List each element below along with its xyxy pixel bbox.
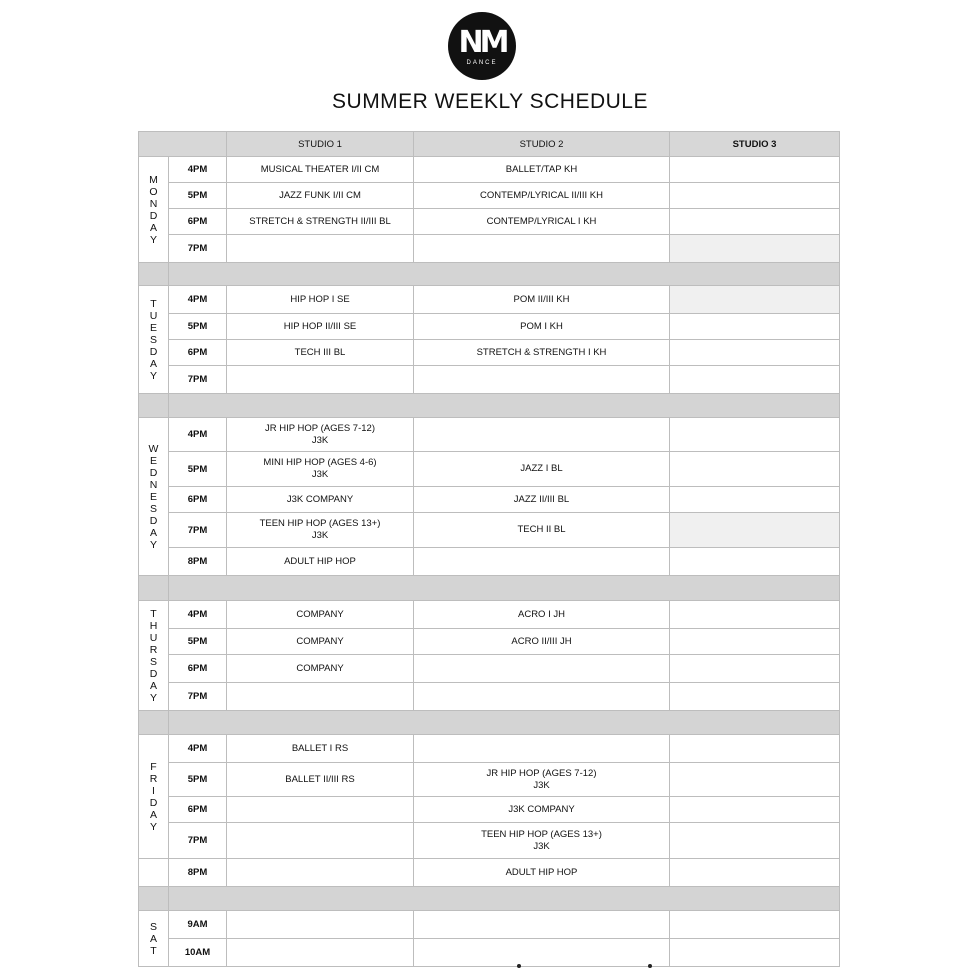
class-instructor: J3K: [533, 840, 550, 852]
class-name: POM II/III KH: [513, 293, 570, 305]
class-name: MUSICAL THEATER I/II CM: [260, 163, 380, 175]
class-name: COMPANY: [296, 635, 344, 647]
separator-bar: [169, 887, 840, 911]
studio-2-cell: [414, 452, 670, 487]
studio-3-cell: [670, 487, 840, 513]
day-letter: D: [149, 345, 158, 358]
day-letters: [139, 298, 168, 382]
class-name: ACRO I JH: [518, 608, 565, 620]
schedule-row: [139, 735, 840, 763]
studio-1-cell: [227, 340, 414, 366]
class-name: BALLET I RS: [291, 742, 349, 754]
studio-2-cell: [414, 859, 670, 887]
studio-1-cell: [227, 601, 414, 629]
time-cell: 5PM: [169, 183, 227, 209]
class-name: HIP HOP II/III SE: [283, 320, 357, 332]
studio-3-cell: [670, 314, 840, 340]
schedule-row: [139, 157, 840, 183]
studio-3-cell: [670, 183, 840, 209]
studio-1-cell: [227, 763, 414, 797]
studio-1-cell: [227, 183, 414, 209]
separator-bar: [169, 394, 840, 418]
class-name: J3K COMPANY: [286, 493, 354, 505]
separator-bar: [169, 263, 840, 286]
time-cell: 5PM: [169, 763, 227, 797]
day-letter: S: [149, 655, 157, 668]
studio-3-cell: [670, 513, 840, 548]
schedule-row: [139, 797, 840, 823]
studio-1-cell: [227, 487, 414, 513]
day-letters: [139, 608, 168, 704]
studio-1-cell: [227, 235, 414, 263]
day-letters: [139, 921, 168, 957]
studio-1-cell: [227, 157, 414, 183]
day-letter: D: [149, 667, 158, 680]
studio-2-cell: [414, 183, 670, 209]
schedule-row: [139, 823, 840, 859]
studio-2-cell: [414, 797, 670, 823]
schedule-row: [139, 655, 840, 683]
day-letter: Y: [149, 691, 157, 704]
day-letter: R: [149, 772, 158, 785]
separator-blank: [139, 711, 169, 735]
studio-1-cell: [227, 655, 414, 683]
time-cell: 7PM: [169, 683, 227, 711]
studio-2-cell: [414, 235, 670, 263]
class-instructor: J3K: [311, 469, 329, 480]
time-cell: 4PM: [169, 418, 227, 452]
time-cell: 4PM: [169, 157, 227, 183]
studio-1-cell: [227, 939, 414, 967]
studio-3-cell: [670, 823, 840, 859]
day-letter: D: [149, 514, 158, 527]
class-name: TEEN HIP HOP (AGES 13+): [259, 518, 381, 529]
time-cell: 7PM: [169, 823, 227, 859]
studio-2-cell: [414, 911, 670, 939]
class-name: BALLET/TAP KH: [505, 163, 578, 175]
schedule-row: [139, 911, 840, 939]
day-letter: U: [149, 631, 158, 644]
day-letter: Y: [149, 369, 157, 382]
day-label-thursday: [139, 601, 169, 711]
day-letter: A: [149, 221, 157, 234]
schedule-row: [139, 601, 840, 629]
schedule-row: [139, 487, 840, 513]
studio-3-cell: [670, 418, 840, 452]
class-instructor: J3K: [533, 779, 550, 791]
studio-3-cell: [670, 683, 840, 711]
studio-3-cell: [670, 797, 840, 823]
studio-3-cell: [670, 548, 840, 576]
day-letter: A: [149, 932, 157, 945]
separator-blank: [139, 263, 169, 286]
class-name: ADULT HIP HOP: [284, 555, 356, 567]
class-name: J3K COMPANY: [508, 803, 575, 815]
studio-3-cell: [670, 763, 840, 797]
day-letter: A: [149, 526, 157, 539]
schedule-row: [139, 452, 840, 487]
day-separator: [139, 394, 840, 418]
studio-3-cell: [670, 939, 840, 967]
time-cell: 5PM: [169, 629, 227, 655]
studio-2-cell: [414, 629, 670, 655]
studio-2-cell: [414, 939, 670, 967]
time-cell: 7PM: [169, 513, 227, 548]
schedule-row: [139, 209, 840, 235]
day-letter: E: [149, 454, 157, 467]
schedule-row: [139, 418, 840, 452]
header-studio-3: STUDIO 3: [670, 132, 840, 157]
day-letter: R: [149, 643, 158, 656]
time-cell: 8PM: [169, 548, 227, 576]
class-name: JAZZ II/III BL: [513, 493, 570, 505]
studio-2-cell: [414, 418, 670, 452]
logo: [448, 12, 516, 80]
page-title: SUMMER WEEKLY SCHEDULE: [332, 90, 648, 113]
day-letter: N: [149, 197, 158, 210]
day-letter: S: [149, 502, 157, 515]
time-cell: 7PM: [169, 235, 227, 263]
day-letter: D: [149, 466, 158, 479]
studio-3-cell: [670, 366, 840, 394]
day-separator: [139, 887, 840, 911]
studio-2-cell: [414, 286, 670, 314]
studio-2-cell: [414, 601, 670, 629]
separator-blank: [139, 576, 169, 601]
day-letter: H: [149, 619, 158, 632]
schedule-row: [139, 763, 840, 797]
time-cell: 4PM: [169, 735, 227, 763]
studio-2-cell: [414, 314, 670, 340]
class-name: STRETCH & STRENGTH II/III BL: [249, 215, 391, 227]
schedule-row: [139, 548, 840, 576]
time-cell: 10AM: [169, 939, 227, 967]
schedule-row: [139, 939, 840, 967]
studio-1-cell: [227, 683, 414, 711]
studio-1-cell: [227, 629, 414, 655]
studio-1-cell: [227, 418, 414, 452]
header-row: [139, 132, 840, 157]
schedule-row: [139, 340, 840, 366]
class-name: COMPANY: [296, 662, 344, 674]
time-cell: 8PM: [169, 859, 227, 887]
time-cell: 6PM: [169, 797, 227, 823]
logo-subtitle: DANCE: [466, 59, 498, 66]
logo-mark: NM: [458, 24, 506, 60]
class-name: MINI HIP HOP (AGES 4-6): [263, 457, 377, 468]
header-studio-2: STUDIO 2: [414, 132, 670, 157]
day-letter: A: [149, 357, 157, 370]
class-name: JR HIP HOP (AGES 7-12): [486, 767, 597, 779]
class-name: POM I KH: [520, 320, 563, 332]
studio-1-cell: [227, 366, 414, 394]
day-letter: D: [149, 796, 158, 809]
studio-3-cell: [670, 601, 840, 629]
time-cell: 4PM: [169, 601, 227, 629]
day-letters: [139, 174, 168, 246]
day-letter: I: [152, 784, 155, 797]
studio-1-cell: [227, 209, 414, 235]
studio-3-cell: [670, 286, 840, 314]
class-name: STRETCH & STRENGTH I KH: [476, 346, 607, 358]
day-letter: F: [150, 760, 157, 773]
class-name: TECH III BL: [294, 346, 346, 358]
class-name: HIP HOP I SE: [290, 293, 350, 305]
studio-3-cell: [670, 735, 840, 763]
day-letter: Y: [149, 538, 157, 551]
day-letter: T: [150, 944, 157, 957]
class-instructor: J3K: [311, 434, 329, 446]
class-name: JAZZ I BL: [520, 463, 563, 474]
studio-2-cell: [414, 209, 670, 235]
day-letter: T: [150, 297, 157, 310]
studio-3-cell: [670, 340, 840, 366]
studio-3-cell: [670, 629, 840, 655]
schedule-row: [139, 286, 840, 314]
day-label-wednesday: [139, 418, 169, 576]
day-separator: [139, 711, 840, 735]
studio-1-cell: [227, 286, 414, 314]
day-label-sat: [139, 911, 169, 967]
class-name: CONTEMP/LYRICAL II/III KH: [480, 189, 603, 201]
day-letter: E: [149, 321, 157, 334]
day-letter: N: [149, 478, 158, 491]
studio-1-cell: [227, 823, 414, 859]
schedule-row: [139, 683, 840, 711]
studio-2-cell: [414, 548, 670, 576]
studio-3-cell: [670, 235, 840, 263]
studio-1-cell: [227, 513, 414, 548]
studio-2-cell: [414, 366, 670, 394]
header-studio-1: STUDIO 1: [227, 132, 414, 157]
day-letter: Y: [149, 820, 157, 833]
time-cell: 5PM: [169, 314, 227, 340]
footer-dot: [648, 964, 652, 968]
time-cell: 4PM: [169, 286, 227, 314]
studio-2-cell: [414, 513, 670, 548]
studio-2-cell: [414, 157, 670, 183]
day-label-friday: [139, 735, 169, 859]
time-cell: 6PM: [169, 340, 227, 366]
studio-2-cell: [414, 823, 670, 859]
day-label-tuesday: [139, 286, 169, 394]
day-letter: A: [149, 808, 157, 821]
time-cell: 6PM: [169, 209, 227, 235]
studio-2-cell: [414, 487, 670, 513]
day-letter: D: [149, 209, 158, 222]
studio-1-cell: [227, 314, 414, 340]
day-letter: S: [149, 920, 157, 933]
studio-2-cell: [414, 655, 670, 683]
studio-3-cell: [670, 859, 840, 887]
separator-blank: [139, 887, 169, 911]
class-name: JR HIP HOP (AGES 7-12): [265, 422, 375, 434]
schedule-row: [139, 859, 840, 887]
day-letter: U: [149, 309, 158, 322]
separator-bar: [169, 576, 840, 601]
day-letter: T: [150, 607, 157, 620]
day-letter: E: [149, 490, 157, 503]
time-cell: 6PM: [169, 655, 227, 683]
studio-1-cell: [227, 452, 414, 487]
schedule-row: [139, 235, 840, 263]
day-letter: A: [149, 679, 157, 692]
schedule-row: [139, 183, 840, 209]
day-letter: M: [149, 173, 158, 186]
schedule-row: [139, 314, 840, 340]
schedule-table: [138, 131, 840, 967]
studio-3-cell: [670, 157, 840, 183]
separator-bar: [169, 711, 840, 735]
time-cell: 7PM: [169, 366, 227, 394]
header-blank: [139, 132, 227, 157]
studio-2-cell: [414, 763, 670, 797]
day-letter: W: [148, 442, 159, 455]
footer-dot: [517, 964, 521, 968]
time-cell: 9AM: [169, 911, 227, 939]
studio-2-cell: [414, 683, 670, 711]
day-separator: [139, 576, 840, 601]
time-cell: 6PM: [169, 487, 227, 513]
time-cell: 5PM: [169, 452, 227, 487]
day-letter: Y: [149, 233, 157, 246]
schedule-body: [139, 157, 840, 967]
day-label-blank: [139, 859, 169, 887]
day-letters: [139, 443, 168, 551]
class-name: CONTEMP/LYRICAL I KH: [486, 215, 597, 227]
day-letter: S: [149, 333, 157, 346]
day-separator: [139, 263, 840, 286]
class-name: TEEN HIP HOP (AGES 13+): [481, 828, 602, 840]
studio-1-cell: [227, 859, 414, 887]
studio-3-cell: [670, 911, 840, 939]
class-name: JAZZ FUNK I/II CM: [279, 189, 361, 201]
day-letters: [139, 761, 168, 833]
schedule-row: [139, 366, 840, 394]
schedule-row: [139, 513, 840, 548]
studio-1-cell: [227, 911, 414, 939]
class-name: ACRO II/III JH: [511, 635, 572, 647]
class-name: BALLET II/III RS: [285, 773, 355, 785]
class-name: TECH II BL: [517, 524, 566, 535]
studio-2-cell: [414, 340, 670, 366]
separator-blank: [139, 394, 169, 418]
studio-1-cell: [227, 548, 414, 576]
studio-1-cell: [227, 797, 414, 823]
class-name: ADULT HIP HOP: [505, 866, 578, 878]
class-name: COMPANY: [296, 608, 344, 620]
studio-2-cell: [414, 735, 670, 763]
schedule-row: [139, 629, 840, 655]
day-letter: O: [149, 185, 158, 198]
studio-3-cell: [670, 452, 840, 487]
studio-1-cell: [227, 735, 414, 763]
day-label-monday: [139, 157, 169, 263]
class-instructor: J3K: [311, 530, 329, 541]
studio-3-cell: [670, 655, 840, 683]
studio-3-cell: [670, 209, 840, 235]
